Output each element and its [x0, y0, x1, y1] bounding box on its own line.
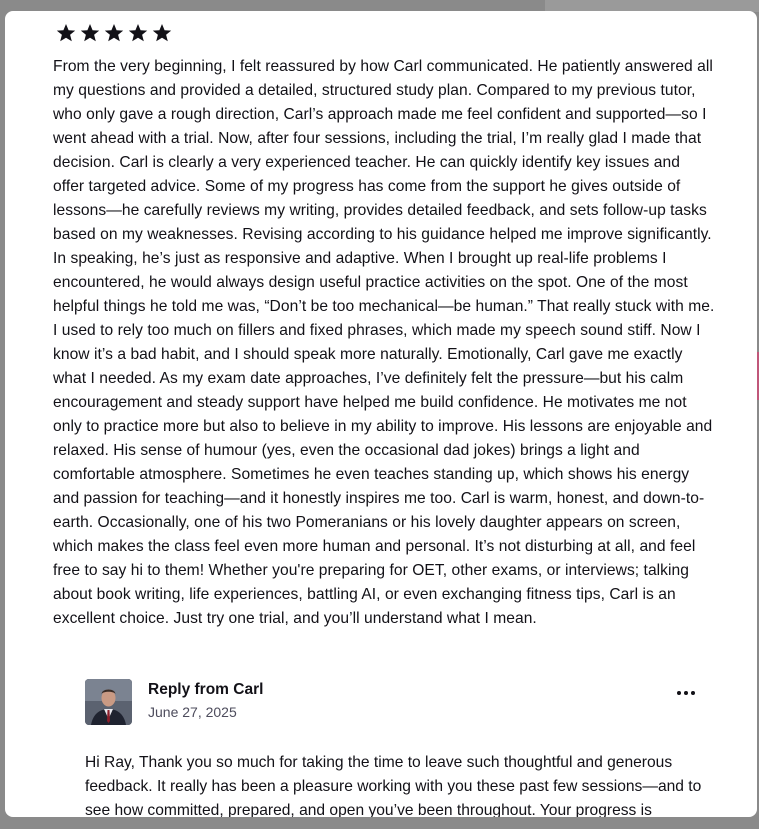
reply-text: Hi Ray, Thank you so much for taking the time to leave such thoughtful and generous feedback. It really has been a pleasure working with you these past few sessions—and to see how committed, prepared, and open you’ve been throughout. Your progress is: [85, 754, 702, 817]
star-icon: [80, 23, 100, 43]
avatar: [85, 679, 132, 725]
avatar-photo-icon: [85, 679, 132, 725]
more-icon-dot: [684, 691, 688, 695]
rating-stars: [56, 23, 172, 43]
review-text: From the very beginning, I felt reassured by how Carl communicated. He patiently answered all my questions and provided a detailed, structured study plan. Compared to my previous tutor, who only gave a rough direction, Carl’s approach made me feel confident and supported—so I went ahead with a trial. Now, after four sessions, including the trial, I’m really glad I made that decision. Carl is clearly a very experienced teacher. He can quickly identify key issues and offer targeted advice. Some of my progress has come from the support he gives outside of lessons—he carefully reviews my writing, provides detailed feedback, and sets follow-up tasks based on my weaknesses. Revising according to his guidance helped me improve significantly. In speaking, he’s just as responsive and adaptive. When I brought up real-life problems I encountered, he would always design useful practice activities on the spot. One of the most helpful things he told me was, “Don’t be too mechanical—be human.” That really stuck with me. I used to rely too much on fillers and fixed phrases, which made my speech sound stiff. Now I know it’s a bad habit, and I should speak more naturally. Emotionally, Carl gave me exactly what I needed. As my exam date approaches, I’ve definitely felt the pressure—but his calm encouragement and steady support have helped me build confidence. He motivates me not only to practice more but also to believe in my ability to improve. His lessons are enjoyable and relaxed. His sense of humour (yes, even the occasional dad jokes) brings a light and comfortable atmosphere. Sometimes he even teaches standing up, which shows his energy and passion for teaching—and it honestly inspires me too. Carl is warm, honest, and down-to-earth. Occasionally, one of his two Pomeranians or his lovely daughter appears on screen, which makes the class feel even more human and personal. It’s not disturbing at all, and feel free to say hi to them! Whether you're preparing for OET, other exams, or interviews; talking about book writing, life experiences, battling AI, or even exchanging fitness tips, Carl is an excellent choice. Just try one trial, and you’ll understand what I mean.: [53, 58, 715, 627]
review-modal: [5, 11, 757, 817]
star-icon: [56, 23, 76, 43]
more-options-button[interactable]: [670, 685, 702, 701]
star-icon: [152, 23, 172, 43]
star-icon: [104, 23, 124, 43]
more-icon-dot: [691, 691, 695, 695]
reply-author: Reply from Carl: [148, 681, 264, 698]
star-icon: [128, 23, 148, 43]
reply-date: June 27, 2025: [148, 704, 237, 720]
more-icon: [677, 691, 681, 695]
